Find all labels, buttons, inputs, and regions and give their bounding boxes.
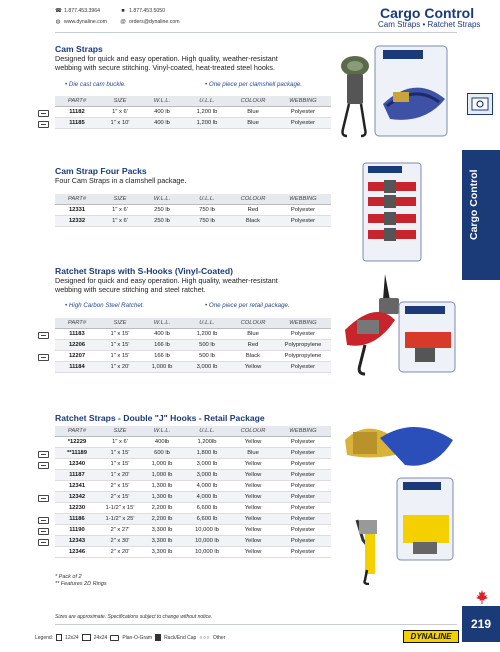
website-link[interactable]: ◍ www.dynaline.com: [55, 19, 107, 25]
table-row: **11189 1" x 15' 600 lb 1,800 lb Blue Polyester: [55, 447, 331, 458]
legend-plan-o-gram-icon: [38, 354, 49, 361]
footer-divider: [55, 624, 457, 625]
at-icon: @: [120, 19, 126, 25]
legend-plan-o-gram-icon: [38, 539, 49, 546]
fax-contact: ■ 1.877.453.5050: [121, 8, 166, 14]
table-row: 11183 1" x 15' 400 lb 1,200 lb Blue Polyester: [55, 328, 331, 339]
legend-plan-o-gram-icon: [38, 451, 49, 458]
page-title: Cargo Control: [380, 5, 475, 21]
spec-table-double-j-hooks: PART# SIZE W.L.L. U.L.L. COLOUR WEBBING *12229 1" x 6' 400lb 1,200lb Yellow Polyester **11189 1" x 15' 600 lb 1,800 lb Blue Polyester 12340 1" x 15' 1,000 lb 3,000 lb Yellow Polyester 11187 1" x 20' 1,000 lb 3,000 lb Yellow Polyester 12341 2" x 15' 1,300 lb 4,000 lb Yellow Polyester 12342 2" x 15' 1,300 lb 4,000 lb Yellow Polyester 12230 1-1/2" x 15' 2,200 lb 6,600 lb Yellow Polyester 11186 1-1/2" x 25' 2,200 lb 6,600 lb Yellow Polyester 11190 2" x 27' 3,300 lb 10,000 lb Yellow Polyester 12343 2" x 30' 3,300 lb 10,000 lb Yellow Polyester 12346 2" x 20' 3,300 lb 10,000 lb Yellow Polyester: [55, 426, 331, 558]
page-number: 219: [462, 606, 500, 642]
legend-plan-o-gram-icon: [38, 462, 49, 469]
section-title-cam-straps: Cam Straps: [55, 44, 103, 54]
table-row: 12331 1" x 6' 250 lb 750 lb Red Polyester: [55, 204, 331, 215]
table-footnotes: * Pack of 2 ** Features 2D Rings: [55, 574, 107, 587]
feature-bullets: • High Carbon Steel Ratchet. • One piece per retail package.: [65, 302, 290, 309]
section-title-s-hooks: Ratchet Straps with S-Hooks (Vinyl-Coated): [55, 266, 233, 276]
table-row: 12206 1" x 15' 166 lb 500 lb Red Polypropylene: [55, 339, 331, 350]
legend-12x24-icon: [56, 634, 62, 641]
table-row: 12230 1-1/2" x 15' 2,200 lb 6,600 lb Yellow Polyester: [55, 502, 331, 513]
legend-other-icon: ○○○: [199, 634, 210, 641]
double-j-hook-product-image: [335, 410, 457, 585]
section-title-four-packs: Cam Strap Four Packs: [55, 166, 147, 176]
table-row: 12341 2" x 15' 1,300 lb 4,000 lb Yellow Polyester: [55, 480, 331, 491]
phone-contact: ☎ 1.877.453.3964: [55, 8, 101, 14]
s-hook-ratchet-product-image: [335, 270, 457, 380]
legend-plan-o-gram-icon: [38, 110, 49, 117]
header-divider: [55, 32, 457, 33]
globe-icon: ◍: [55, 19, 61, 25]
phone-icon: ☎: [55, 8, 62, 14]
table-row: 11190 2" x 27' 3,300 lb 10,000 lb Yellow Polyester: [55, 524, 331, 535]
legend-plan-o-gram-icon: [38, 528, 49, 535]
legend-plan-o-gram-icon: [110, 635, 119, 641]
table-row: 12346 2" x 20' 3,300 lb 10,000 lb Yellow Polyester: [55, 546, 331, 557]
email-link[interactable]: @ orders@dynaline.com: [120, 19, 180, 25]
display-icon: [467, 93, 493, 115]
four-pack-product-image: [362, 162, 422, 262]
table-row: 11184 1" x 20' 1,000 lb 3,000 lb Yellow Polyester: [55, 361, 331, 372]
legend-plan-o-gram-icon: [38, 517, 49, 524]
section-title-double-j-hooks: Ratchet Straps - Double "J" Hooks - Retail Package: [55, 413, 265, 423]
table-row: 11185 1" x 10' 400 lb 1,200 lb Blue Polyester: [55, 117, 331, 128]
legend-rack-icon: [155, 634, 161, 641]
table-row: *12229 1" x 6' 400lb 1,200lb Yellow Polyester: [55, 436, 331, 447]
section-description: Designed for quick and easy operation. High quality, weather-resistant webbing with secure stitching and steel ratchet.: [55, 276, 278, 294]
table-row: 11182 1" x 6' 400 lb 1,200 lb Blue Polyester: [55, 106, 331, 117]
page-subtitle: Cam Straps • Ratchet Straps: [378, 20, 481, 29]
disclaimer: Sizes are approximate. Specifications subject to change without notice.: [55, 614, 213, 620]
table-row: 12207 1" x 15' 166 lb 500 lb Black Polypropylene: [55, 350, 331, 361]
cam-straps-product-image: [335, 44, 457, 154]
spec-table-s-hooks: PART# SIZE W.L.L. U.L.L. COLOUR WEBBING 11183 1" x 15' 400 lb 1,200 lb Blue Polyester 12206 1" x 15' 166 lb 500 lb Red Polypropylene 12207 1" x 15' 166 lb 500 lb Black Polypropylene 11184 1" x 20' 1,000 lb 3,000 lb Yellow Polyester: [55, 318, 331, 373]
table-row: 12342 2" x 15' 1,300 lb 4,000 lb Yellow Polyester: [55, 491, 331, 502]
feature-bullets: • Die cast cam buckle. • One piece per clamshell package.: [65, 81, 303, 88]
spec-table-cam-straps: PART# SIZE W.L.L. U.L.L. COLOUR WEBBING 11182 1" x 6' 400 lb 1,200 lb Blue Polyester 11185 1" x 10' 400 lb 1,200 lb Blue Polyester: [55, 96, 331, 129]
section-description: Four Cam Straps in a clamshell package.: [55, 176, 187, 185]
spec-table-four-packs: PART# SIZE W.L.L. U.L.L. COLOUR WEBBING 12331 1" x 6' 250 lb 750 lb Red Polyester 12332 1" x 6' 250 lb 750 lb Black Polyester: [55, 194, 331, 227]
sidebar-label: Cargo Control: [468, 169, 480, 240]
maple-leaf-icon: [475, 590, 489, 604]
legend: Legend: 12x24 24x24 Plan-O-Gram Rack/End Cap ○○○ Other: [35, 634, 226, 641]
legend-24x24-icon: [82, 634, 91, 641]
dynaline-logo: DYNALINE: [403, 630, 459, 643]
legend-plan-o-gram-icon: [38, 332, 49, 339]
section-description: Designed for quick and easy operation. High quality, weather-resistant webbing with secure stitching. Vinyl-coated, heat-treated steel hooks.: [55, 54, 278, 72]
fax-icon: ■: [121, 8, 125, 14]
legend-plan-o-gram-icon: [38, 495, 49, 502]
table-row: 12332 1" x 6' 250 lb 750 lb Black Polyester: [55, 215, 331, 226]
table-row: 12340 1" x 15' 1,000 lb 3,000 lb Yellow Polyester: [55, 458, 331, 469]
table-row: 12343 2" x 30' 3,300 lb 10,000 lb Yellow Polyester: [55, 535, 331, 546]
table-row: 11186 1-1/2" x 25' 2,200 lb 6,600 lb Yellow Polyester: [55, 513, 331, 524]
legend-plan-o-gram-icon: [38, 121, 49, 128]
table-row: 11187 1" x 20' 1,000 lb 3,000 lb Yellow Polyester: [55, 469, 331, 480]
